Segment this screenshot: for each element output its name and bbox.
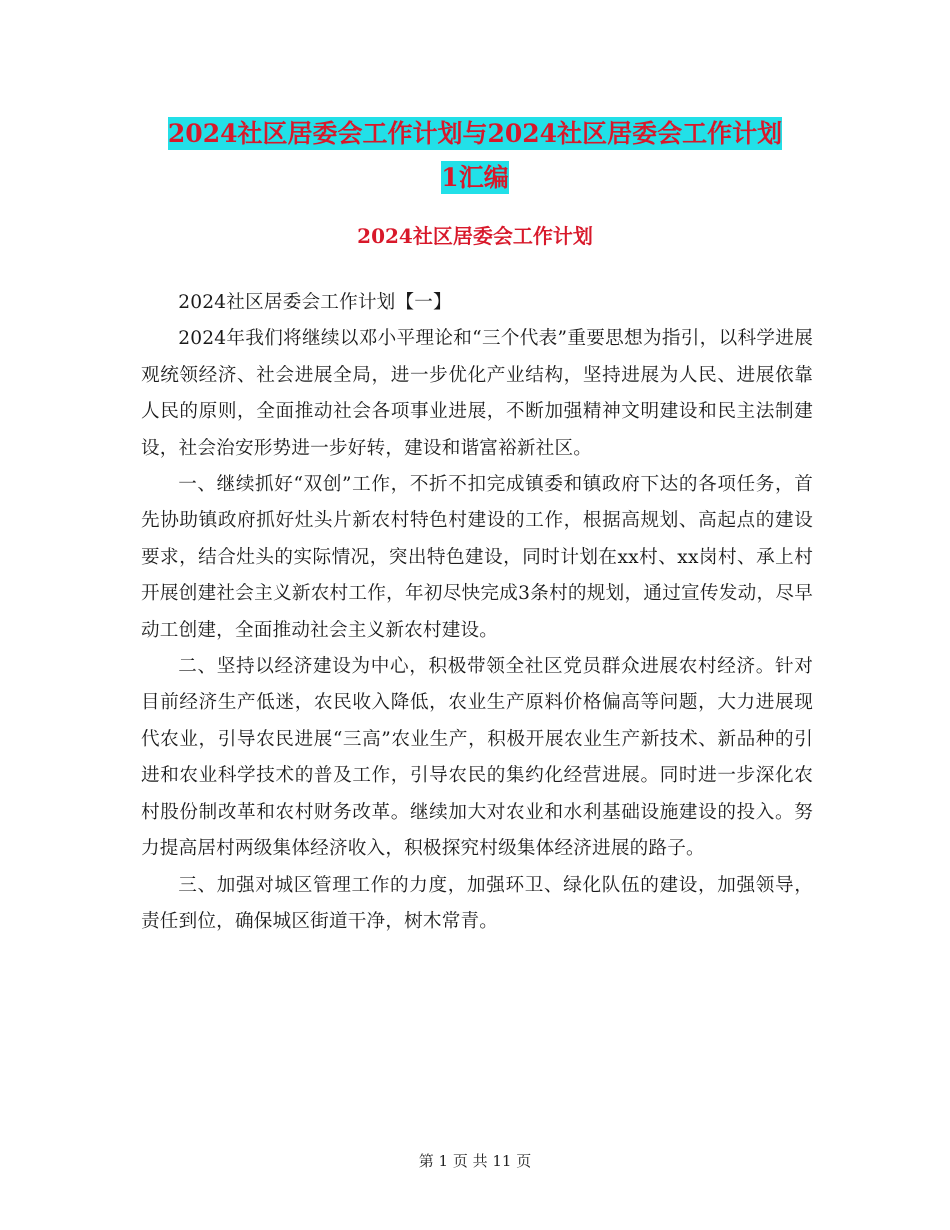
paragraph-item-1: 一、继续抓好“双创”工作，不折不扣完成镇委和镇政府下达的各项任务，首先协助镇政府抓好灶头片新农村特色村建设的工作，根据高规划、高起点的建设要求，结合灶头的实际情况，突出特色建设，同时计划在xx村、xx岗村、承上村开展创建社会主义新农村工作，年初尽快完成3条村的规划，通过宣传发动，尽早动工创建，全面推动社会主义新农村建设。 (141, 474, 813, 641)
page-footer (0, 1151, 950, 1171)
title-line-2: 1汇编 (441, 163, 509, 192)
page-number: 第 1 页 共 11 页 (418, 1152, 532, 1170)
title-line-1: 2024社区居委会工作计划与2024社区居委会工作计划 (167, 119, 783, 148)
document-title (0, 112, 950, 200)
section-title: 2024社区居委会工作计划 (357, 224, 593, 248)
document-body (141, 285, 813, 940)
subsection-heading: 2024社区居委会工作计划【一】 (178, 292, 452, 313)
paragraph-item-3: 三、加强对城区管理工作的力度，加强环卫、绿化队伍的建设，加强领导，责任到位，确保城区街道干净，树木常青。 (141, 874, 813, 932)
paragraph-intro: 2024年我们将继续以邓小平理论和“三个代表”重要思想为指引，以科学进展观统领经济、社会进展全局，进一步优化产业结构，坚持进展为人民、进展依靠人民的原则，全面推动社会各项事业进展，不断加强精神文明建设和民主法制建设，社会治安形势进一步好转，建设和谐富裕新社区。 (141, 328, 813, 459)
paragraph-item-2: 二、坚持以经济建设为中心，积极带领全社区党员群众进展农村经济。针对目前经济生产低迷，农民收入降低，农业生产原料价格偏高等问题，大力进展现代农业，引导农民进展“三高”农业生产，积极开展农业生产新技术、新品种的引进和农业科学技术的普及工作，引导农民的集约化经营进展。同时进一步深化农村股份制改革和农村财务改革。继续加大对农业和水利基础设施建设的投入。努力提高居村两级集体经济收入，积极探究村级集体经济进展的路子。 (141, 656, 813, 860)
